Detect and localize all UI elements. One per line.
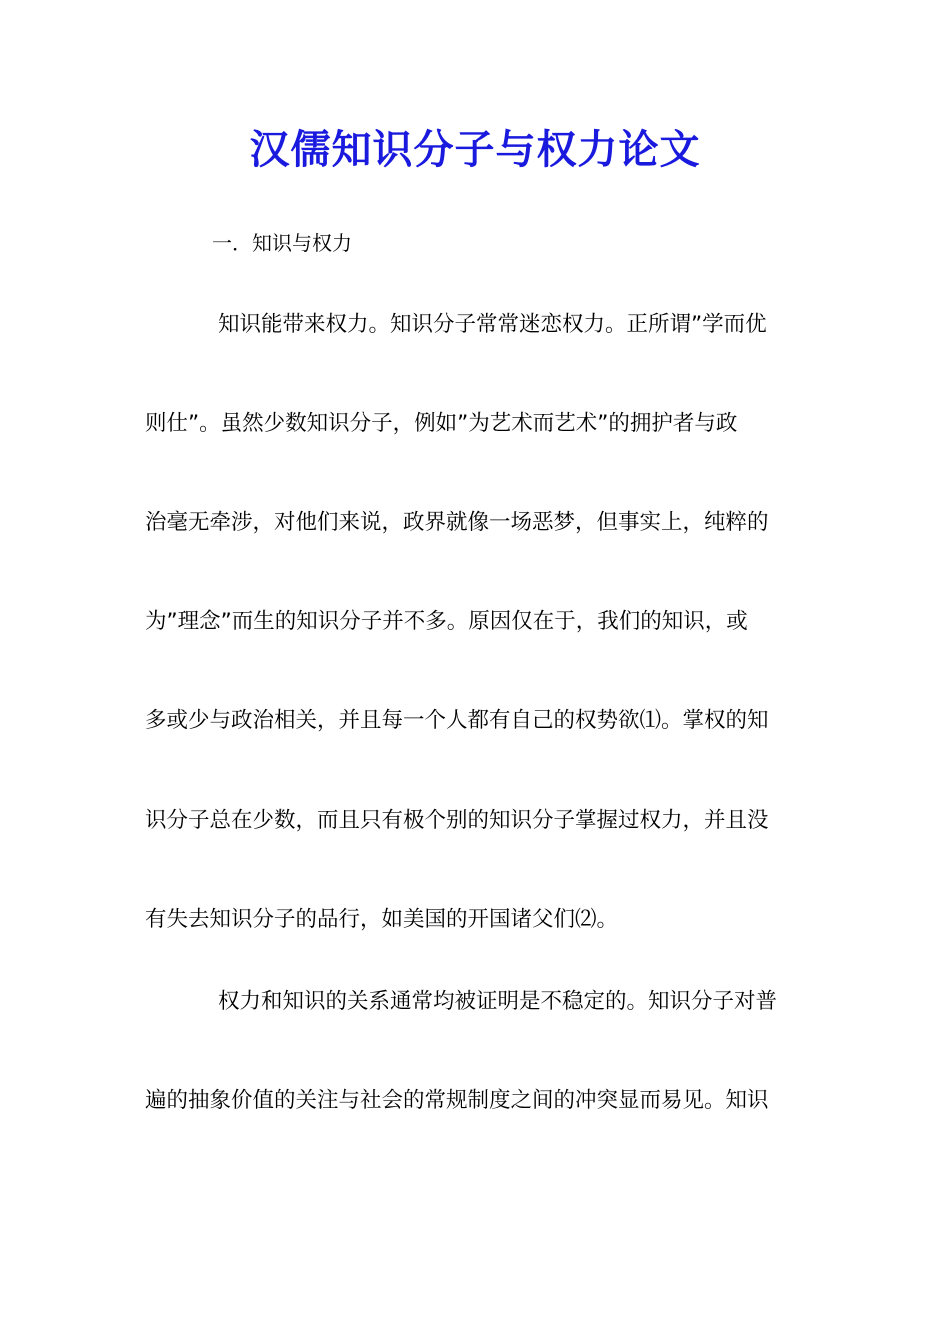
section-heading: 一．知识与权力 [212,231,352,255]
paragraph-line: 遍的抽象价值的关注与社会的常规制度之间的冲突显而易见。知识 [145,1088,769,1113]
paragraph-line: 知识能带来权力。知识分子常常迷恋权力。正所谓”学而优 [218,312,767,337]
paragraph-line: 则仕”。虽然少数知识分子，例如”为艺术而艺术”的拥护者与政 [145,411,738,436]
document-title: 汉儒知识分子与权力论文 [249,126,701,173]
paragraph-line: 有失去知识分子的品行，如美国的开国诸父们⑵。 [145,907,619,932]
paragraph-line: 治毫无牵涉，对他们来说，政界就像一场恶梦，但事实上，纯粹的 [145,510,769,535]
paragraph-line: 识分子总在少数，而且只有极个别的知识分子掌握过权力，并且没 [145,808,769,833]
paragraph-line: 为”理念”而生的知识分子并不多。原因仅在于，我们的知识，或 [145,609,748,634]
paragraph-line: 权力和知识的关系通常均被证明是不稳定的。知识分子对普 [218,989,778,1014]
paragraph-line: 多或少与政治相关，并且每一个人都有自己的权势欲⑴。掌权的知 [145,708,769,733]
